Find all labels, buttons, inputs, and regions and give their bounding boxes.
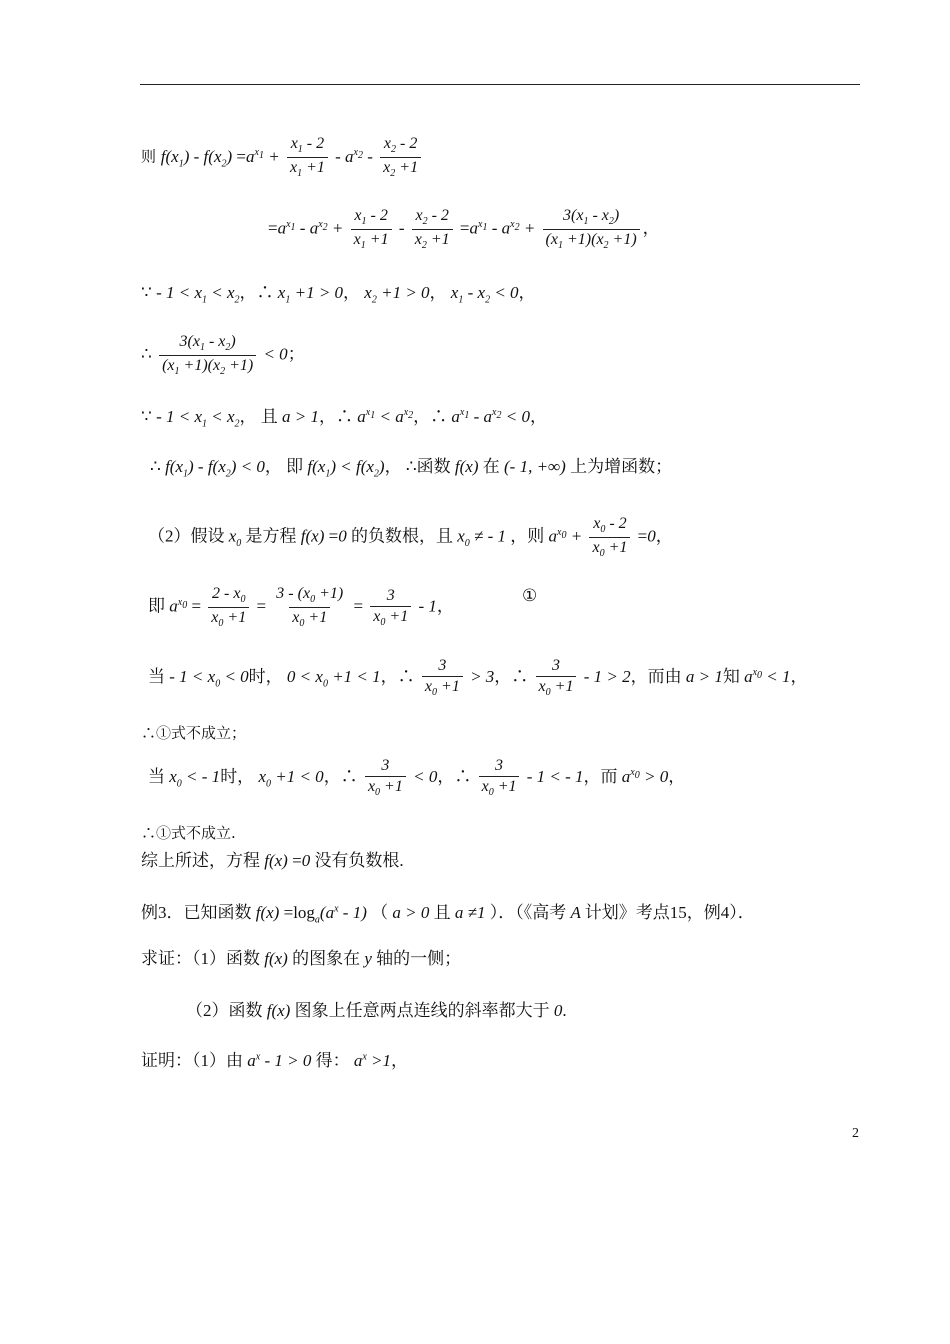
line-6-increasing: 上为增函数；	[570, 457, 673, 476]
line-11-and: ，而	[583, 767, 618, 786]
equation-marker-1: ①	[522, 586, 538, 606]
line-17-get: 得：	[315, 1051, 350, 1070]
line-8-ie: 即	[148, 596, 165, 616]
line-3-formula: ∵ - $1 < x_1 < x_2$，∴ $x_1 +1 > 0$， $x_2 +1 > 0$， $x_1 - x_2 < 0$，	[141, 283, 536, 306]
line-6-ie: 即	[286, 457, 304, 476]
line-9-time: 时，	[248, 667, 283, 686]
line-13-conclusion: 综上所述，方程	[141, 851, 260, 870]
line-11-when: 当	[148, 767, 165, 786]
line-10-text: ∴①式不成立；	[141, 724, 247, 742]
line-14-plan: 计划》考点15，例4）．	[584, 903, 755, 922]
line-13-no-root: 没有负数根.	[314, 851, 404, 870]
line-15-formula: 求证：（1）函数 f(x) 的图象在 y 轴的一侧；	[141, 949, 462, 968]
line-7-formula: （2）假设 $x_0$ 是方程 f(x) =0 的负数根，且 $x_0$ ≠ - 1 ，则 $a^{x_0}$ + $\frac{x_0 - 2}{x_0 +1}$ =0，	[148, 515, 673, 560]
line-6-on: 在	[482, 457, 500, 476]
line-6-formula: ∴ $f(x_1) - f(x_2) < 0$， 即 $f(x_1) < f(x_2)$， ∴函数 f(x) 在 (- 1, +∞) 上为增函数；	[150, 457, 673, 480]
line-17-proof: 证明：（1）由	[141, 1051, 243, 1070]
line-14-source: ）．（《高考	[489, 903, 567, 922]
line-12-text: ∴①式不成立.	[141, 824, 236, 842]
line-16-function: （2）函数	[186, 1001, 263, 1020]
line-15-side: 轴的一侧；	[376, 949, 462, 968]
line-7-then: ，则	[510, 526, 545, 546]
line-14-paren-open: （	[371, 903, 389, 922]
line-1	[141, 136, 424, 179]
line-15-prove: 求证：（1）函数	[141, 949, 260, 968]
header-rule	[140, 84, 860, 85]
line-16-period: .	[562, 1001, 567, 1020]
line-5-and: 且	[260, 407, 278, 426]
line-4-formula: ∴ $\frac{3(x_1 - x_2)}{(x_1 +1)(x_2 +1)}$ < 0；	[141, 333, 305, 378]
line-14-formula: 例3．已知函数 $f(x) =\log_a(a^x - 1)$ （ a > 0 且 a ≠1 ）．（《高考 A 计划》考点15，例4）．	[141, 903, 755, 926]
page-number: 2	[852, 1126, 859, 1141]
line-9-when: 当	[148, 667, 165, 686]
line-11-time: 时，	[220, 767, 255, 786]
line-17-formula: 证明：（1）由 $a^x - 1 > 0$ 得： $a^x >1$，	[141, 1051, 409, 1070]
line-1-formula: $f(x_1) - f(x_2) =a^{x_1}$ + $\frac{x_1 - 2}{x_1 +1}$ - $a^{x_2}$ - $\frac{x_2 - 2}{x_2 +1}$	[161, 147, 424, 166]
line-9-and-from: ，而由	[630, 667, 682, 686]
line-14-example: 例3．已知函数	[141, 903, 252, 922]
line-11-formula: 当 $x_0$ < - 1时， $x_0 +1 < 0$，∴ $\frac{3}{x_0 +1}$ < 0，∴ $\frac{3}{x_0 +1}$ - 1 < - 1，而 $a^{x_0} > 0$，	[148, 757, 686, 799]
line-2-formula: $=a^{x_1} - a^{x_2}$ + $\frac{x_1 - 2}{x_1 +1}$ - $\frac{x_2 - 2}{x_2 +1}$ $=a^{x_1} - a^{x_2}$ + $\frac{3(x_1 - x_2)}{(x_1 +1)(x_2 +1)}$ ，	[268, 207, 660, 252]
line-9-formula: 当 - $1 < x_0 < 0$时， $0 < x_0 +1 < 1$，∴ $\frac{3}{x_0 +1}$ > 3，∴ $\frac{3}{x_0 +1}$ - 1 > 2，而由 a > 1知 $a^{x_0} < 1$，	[148, 657, 808, 699]
line-16-slope: 图象上任意两点连线的斜率都大于	[294, 1001, 550, 1020]
line-5-formula: ∵ - $1 < x_1 < x_2$， 且 a > 1，∴ $a^{x_1} < a^{x_2}$，∴ $a^{x_1} - a^{x_2} < 0$，	[141, 407, 547, 430]
line-7-negative-root: 的负数根，且	[350, 526, 453, 546]
line-8-formula: 即 $a^{x_0}$ = $\frac{2 - x_0}{x_0 +1}$ = $\frac{3 - (x_0 +1)}{x_0 +1}$ = $\frac{3}{x_0 +1}$ - 1，	[148, 585, 454, 630]
line-9-know: 知	[722, 667, 740, 686]
line-13-formula: 综上所述，方程 f(x) =0 没有负数根.	[141, 851, 404, 870]
line-15-graph: 的图象在	[292, 949, 361, 968]
line-6-function: ∴函数	[405, 457, 451, 476]
line-16-formula: （2）函数 f(x) 图象上任意两点连线的斜率都大于 0.	[186, 1001, 567, 1020]
line-7-assume: （2）假设	[148, 526, 225, 546]
line-7-is-root: 是方程	[245, 526, 297, 546]
line-14-and: 且	[433, 903, 451, 922]
line-1-text: 则	[141, 147, 157, 166]
